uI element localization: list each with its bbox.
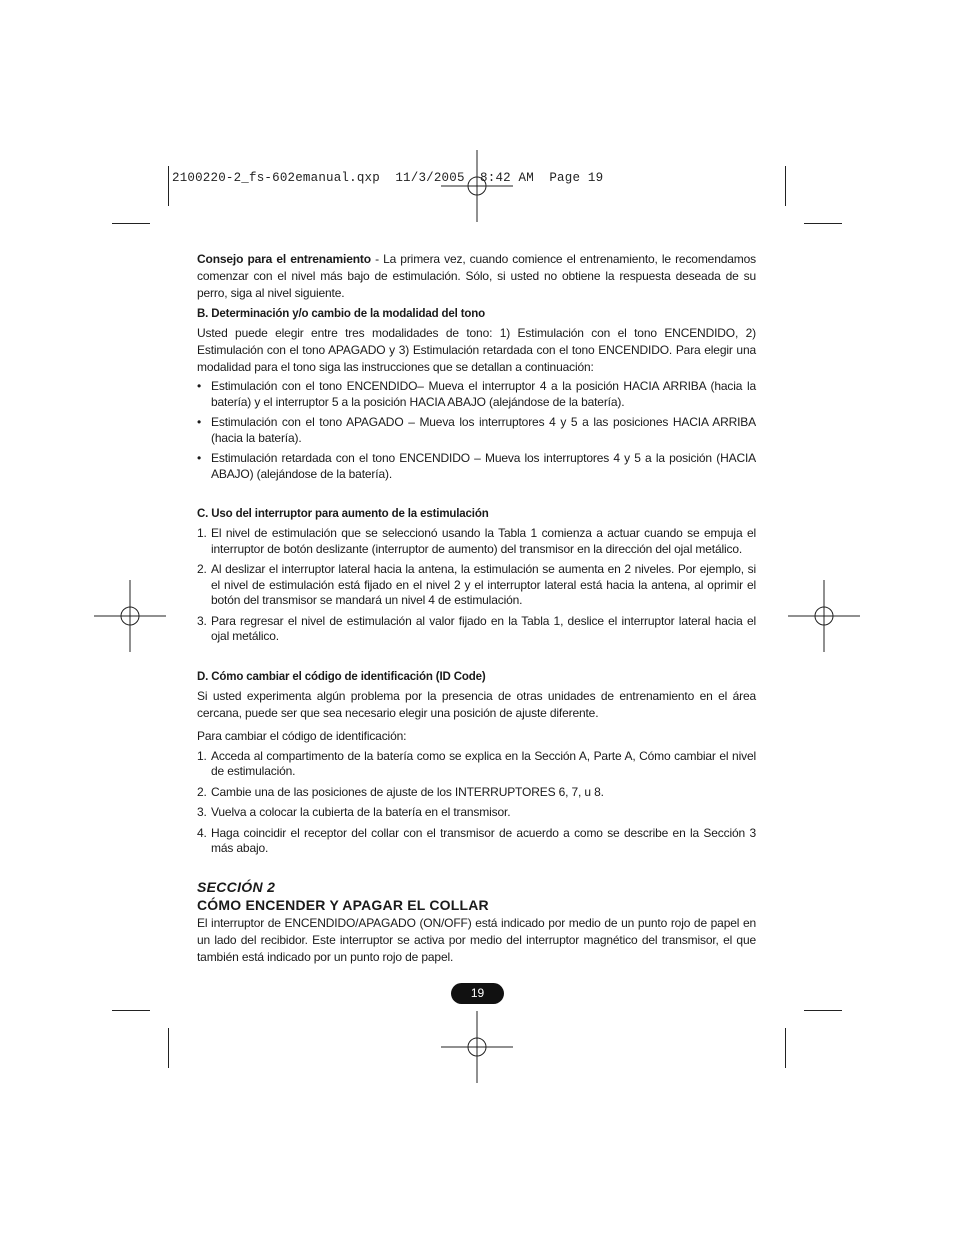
registration-mark-icon (90, 576, 170, 656)
section-2-label: SECCIÓN 2 (197, 878, 276, 895)
list-item: • Estimulación retardada con el tono ENCENDIDO – Mueva los interruptores 4 y 5 a la posición (HACIA ABAJO) (alejándose de la batería). (197, 451, 756, 481)
section-d-lead: Para cambiar el código de identificación: (197, 728, 407, 743)
section-b-intro: Usted puede elegir entre tres modalidades de tono: 1) Estimulación con el tono ENCENDIDO, 2) Estimulación con el tono APAGADO y 3) Estimulación retardada con el tono ENCENDIDO. Para elegir una modalidad para el tono siga las instrucciones que se detallan a continuación: (197, 326, 756, 374)
bullet-icon: • (197, 379, 202, 393)
training-tip (197, 251, 756, 302)
section-d-intro: Si usted experimenta algún problema por la presencia de otras unidades de entrenamiento en el área cercana, puede ser que sea necesario elegir una posición de ajuste diferente. (197, 688, 756, 720)
section-b-heading: B. Determinación y/o cambio de la modalidad del tono (197, 308, 486, 320)
crop-mark (785, 166, 786, 206)
registration-mark-icon (784, 576, 864, 656)
crop-mark (804, 223, 842, 224)
training-tip-label: Consejo para el entrenamiento (197, 252, 371, 266)
crop-mark (804, 1010, 842, 1011)
tone-mode-list (197, 379, 756, 482)
registration-mark-icon (437, 1007, 517, 1087)
crop-mark (112, 223, 150, 224)
list-item: 3. Para regresar el nivel de estimulación al valor fijado en la Tabla 1, deslice el interruptor lateral hacia el ojal metálico. (197, 613, 756, 643)
boost-steps-list (197, 526, 756, 645)
bullet-icon: • (197, 415, 202, 429)
list-item: 3. Vuelva a colocar la cubierta de la batería en el transmisor. (197, 805, 511, 819)
section-d-heading: D. Cómo cambiar el código de identificación (ID Code) (197, 670, 486, 683)
crop-mark (785, 1028, 786, 1068)
id-code-steps-list (197, 749, 756, 857)
crop-mark (168, 166, 169, 206)
bullet-icon: • (197, 451, 202, 465)
list-item: 1. El nivel de estimulación que se seleccionó usando la Tabla 1 comienza a actuar cuando se empuja el interruptor de botón deslizante (interruptor de aumento) del transmisor en la dirección del ojal metálico. (197, 526, 756, 556)
list-item: 4. Haga coincidir el receptor del collar con el transmisor de acuerdo a como se describe en la Sección 3 más abajo. (197, 825, 756, 855)
section-2-title: CÓMO ENCENDER Y APAGAR EL COLLAR (197, 896, 489, 913)
crop-mark (112, 1010, 150, 1011)
page-number-badge: 19 (451, 983, 504, 1004)
print-slug: 2100220-2_fs-602emanual.qxp 11/3/2005 8:42 AM Page 19 (172, 171, 604, 185)
page-content (197, 251, 756, 966)
training-tip-text: - La primera vez, cuando comience el entrenamiento, le recomendamos comenzar con el nivel más bajo de estimulación. Sólo, si usted no obtiene la respuesta deseada de su perro, siga al nivel siguiente. (197, 252, 756, 300)
section-c-heading: C. Uso del interruptor para aumento de la estimulación (197, 508, 489, 520)
list-item: • Estimulación con el tono APAGADO – Mueva los interruptores 4 y 5 a las posiciones HACIA ARRIBA (hacia la batería). (197, 415, 756, 445)
list-item: 2. Cambie una de las posiciones de ajuste de los INTERRUPTORES 6, 7, u 8. (197, 784, 604, 799)
registration-mark-icon (437, 146, 517, 226)
list-item: • Estimulación con el tono ENCENDIDO– Mueva el interruptor 4 a la posición HACIA ARRIBA (hacia la batería) y el interruptor 5 a la posición HACIA ABAJO (alejándose de la batería). (197, 379, 756, 409)
crop-mark (168, 1028, 169, 1068)
section-2-text: El interruptor de ENCENDIDO/APAGADO (ON/OFF) está indicado por medio de un punto rojo de papel en un lado del recibidor. Este interruptor se activa por medio del interruptor magnético del transmisor, el que también está indicado por un punto rojo de papel. (197, 915, 756, 964)
list-item: 1. Acceda al compartimento de la batería como se explica en la Sección A, Parte A, Cómo cambiar el nivel de estimulación. (197, 748, 756, 778)
list-item: 2. Al deslizar el interruptor lateral hacia la antena, la estimulación se aumenta en 2 niveles. Por ejemplo, si el nivel de estimulación está fijado en el nivel 2 y el interruptor lateral está hacia la antena, al oprimir el botón del transmisor se mandará un nivel 4 de estimulación. (197, 562, 756, 607)
